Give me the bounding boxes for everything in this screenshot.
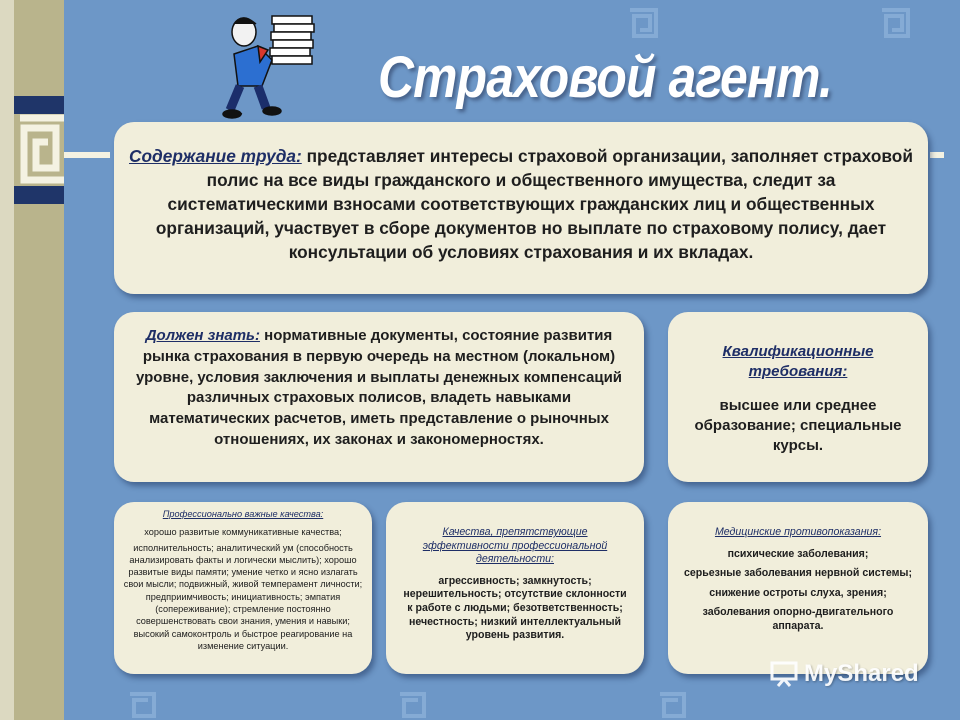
medical-item: заболевания опорно-двигательного аппарата.: [702, 606, 894, 632]
agent-carrying-documents-icon: [222, 10, 322, 120]
presentation-screen-icon: [770, 661, 798, 687]
medical-item: психические заболевания;: [727, 547, 869, 560]
qualification-label: Квалификационные требования:: [722, 343, 874, 380]
qualification-text: высшее или среднее образование; специальные курсы.: [694, 397, 902, 454]
medical-item: серьезные заболевания нервной системы;: [683, 567, 912, 580]
medical-item: снижение остроты слуха, зрения;: [709, 586, 887, 599]
must-know-label: Должен знать:: [145, 327, 260, 344]
obstructing-qualities-label: Качества, препятствующие эффективности профессиональной деятельности:: [422, 526, 608, 566]
slide-title: Страховой агент.: [378, 45, 833, 110]
professional-qualities-line: хорошо развитые коммуникативные качества;: [144, 527, 342, 538]
obstructing-qualities-text: агрессивность; замкнутость; нерешительность; отсутствие склонности к работе с людьми; безответственность; нечестность; низкий интеллектуальный уровень развития.: [403, 574, 627, 642]
medical-contraindications-label: Медицинские противопоказания:: [714, 526, 882, 538]
medical-contraindications-card: [668, 502, 928, 674]
qualification-card: [668, 312, 928, 482]
professional-qualities-card: [114, 502, 372, 674]
job-content-card: [114, 122, 928, 294]
obstructing-qualities-card: [386, 502, 644, 674]
professional-qualities-line: исполнительность; аналитический ум (способность анализировать факты и логически мыслить); хорошо развитые виды памяти; умение четко и ясно излагать свои мысли; подвижный, живой темперамент личности; предприимчивость; инициативность; эмпатия (сопереживание); стремление постоянно совершенствовать свои знания, умения и навыки; высокий самоконтроль и быстрое реагирование на изменение ситуации.: [123, 542, 363, 651]
must-know-card: [114, 312, 644, 482]
job-content-label: Содержание труда:: [129, 146, 302, 166]
watermark: [770, 660, 919, 688]
job-content-text: представляет интересы страховой организации, заполняет страховой полис на все виды гражданского и общественного имущества, следит за систематическими взносами соответствующих гражданских лиц и общественных организаций, участвует в сборе документов но выплате по страховому полису, дает консультации об условиях страхования и их вкладах.: [155, 146, 913, 262]
professional-qualities-label: Профессионально важные качества:: [162, 509, 324, 519]
must-know-text: нормативные документы, состояние развития рынка страхования в первую очередь на местном (локальном) уровне, условия заключения и выплаты денежных компенсаций различных страховых полисов, владеть навыками математических расчетов, иметь представление о рыночных отношениях, их законах и закономерностях.: [135, 327, 623, 448]
watermark-text: MyShared: [804, 660, 919, 687]
